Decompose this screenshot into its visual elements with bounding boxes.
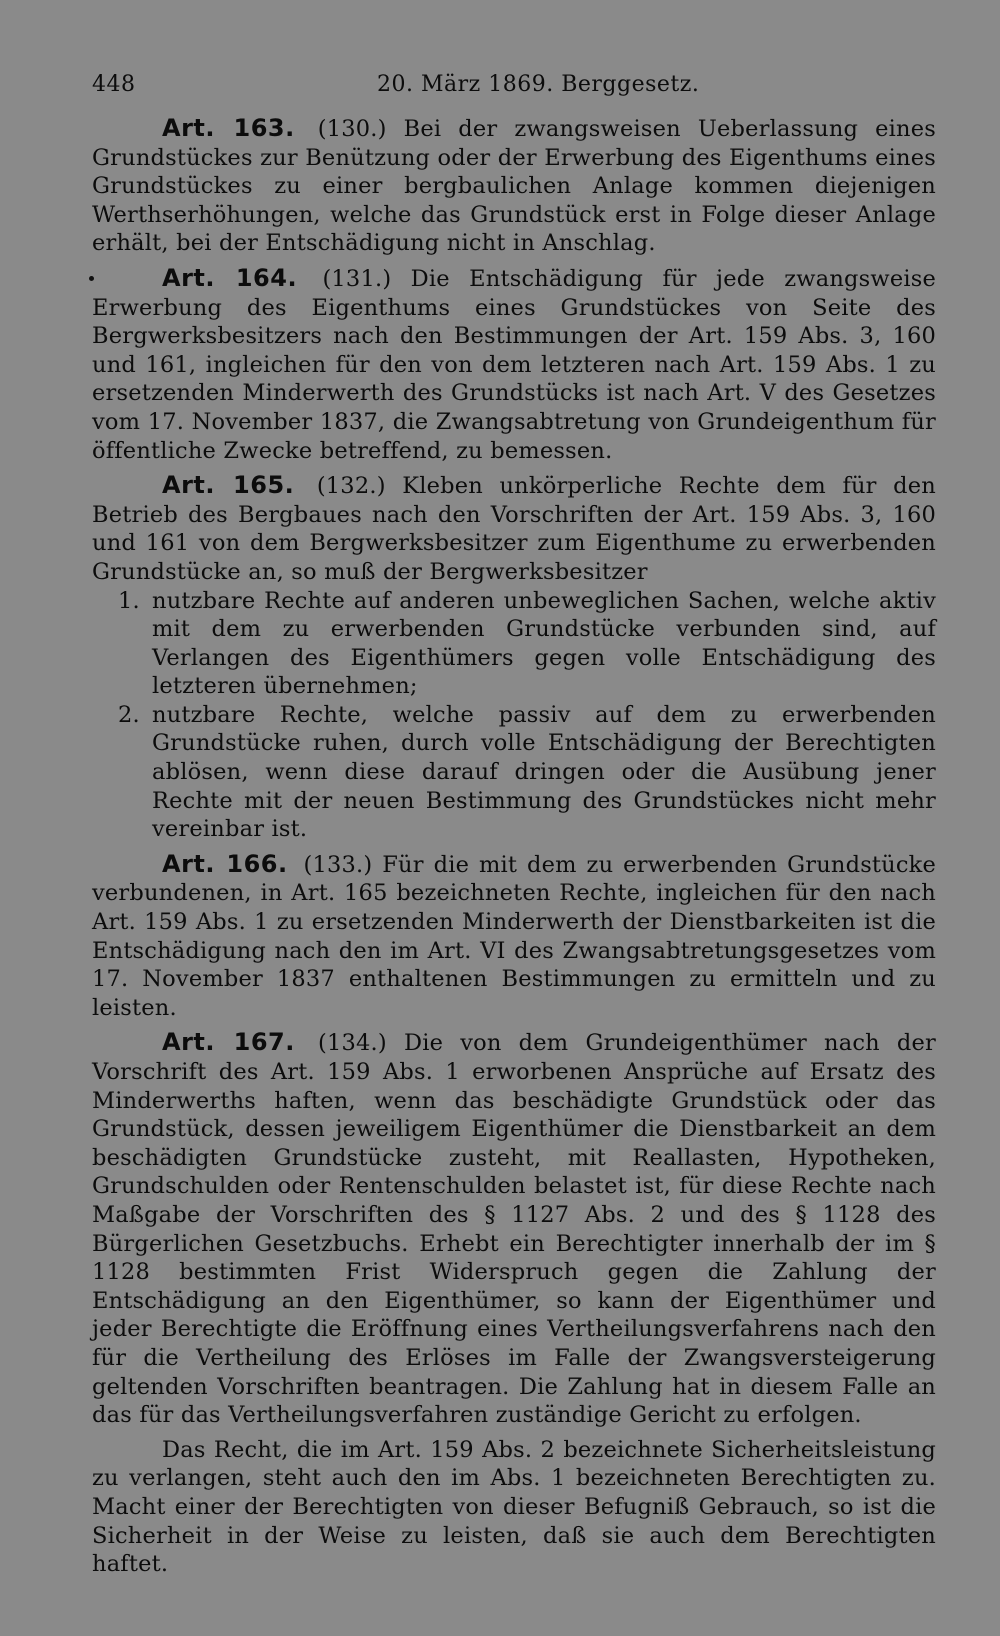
final-paragraph: Das Recht, die im Art. 159 Abs. 2 bezeichnete Sicherheitsleistung zu verlangen, steht auch den im Abs. 1 bezeichneten Berechtigten zu. Macht einer der Berechtigten von dieser Befugniß Gebrauch, so ist die Sicherheit in der Weise zu leisten, daß sie auch dem Berechtigten haftet. bbox=[92, 1436, 936, 1578]
article-166 bbox=[92, 850, 936, 1023]
article-label: Art. 166. bbox=[162, 849, 288, 878]
page-number: 448 bbox=[92, 72, 136, 97]
article-165 bbox=[92, 471, 936, 586]
article-label: Art. 167. bbox=[162, 1028, 295, 1057]
article-text: Die Entschädigung für jede zwangsweise Erwerbung des Eigenthums eines Grundstückes von Seite des Bergwerksbesitzers nach den Bestimmungen der Art. 159 Abs. 3, 160 und 161, ingleichen für den von dem letzteren nach Art. 159 Abs. 1 zu ersetzenden Minderwerth des Grundstücks ist nach Art. V des Gesetzes vom 17. November 1837, die Zwangsabtretung von Grundeigenthum für öffentliche Zwecke betreffend, zu bemessen. bbox=[92, 265, 936, 464]
article-label: Art. 163. bbox=[162, 114, 295, 142]
article-167 bbox=[92, 1028, 936, 1429]
list-text: nutzbare Rechte auf anderen unbeweglichen Sachen, welche aktiv mit dem zu erwerbenden Grundstücke verbunden sind, auf Verlangen des Eigenthümers gegen volle Entschädigung des letzteren übernehmen; bbox=[152, 587, 936, 700]
article-163 bbox=[92, 114, 936, 258]
article-text: Für die mit dem zu erwerbenden Grundstücke verbundenen, in Art. 165 bezeichneten Rechte, ingleichen für den nach Art. 159 Abs. 1 zu ersetzenden Minderwerth der Dienstbarkeiten ist die Entschädigung nach den im Art. VI des Zwangsabtretungsgesetzes vom 17. November 1837 enthaltenen Bestimmungen zu ermitteln und zu leisten. bbox=[92, 851, 937, 1021]
list-number: 2. bbox=[118, 701, 140, 728]
article-text: Kleben unkörperliche Rechte dem für den Betrieb des Bergbaues nach den Vorschriften der Art. 159 Abs. 3, 160 und 161 von dem Bergwerksbesitzer zum Eigenthume zu erwerbenden Grundstücke an, so muß der Bergwerksbesitzer bbox=[92, 473, 936, 585]
article-label: Art. 164. bbox=[162, 263, 298, 292]
article-label: Art. 165. bbox=[162, 471, 295, 500]
list-text: nutzbare Rechte, welche passiv auf dem zu erwerbenden Grundstücke ruhen, durch volle Entschädigung der Berechtigten ablösen, wenn diese darauf dringen oder die Ausübung jener Rechte mit der neuen Bestimmung des Grundstückes nicht mehr vereinbar ist. bbox=[152, 701, 936, 843]
running-head: 20. März 1869. Berggesetz. bbox=[377, 72, 700, 97]
article-old-number: (132.) bbox=[316, 473, 386, 500]
article-old-number: (131.) bbox=[322, 265, 392, 292]
article-old-number: (130.) bbox=[317, 116, 387, 142]
dot-mark bbox=[89, 276, 94, 281]
article-text: Bei der zwangsweisen Ueberlassung eines Grundstückes zur Benützung oder der Erwerbung des Eigenthums eines Grundstückes zu einer bergbaulichen Anlage kommen diejenigen Werthserhöhungen, welche das Grundstück erst in Folge dieser Anlage erhält, bei der Entschädigung nicht in Anschlag. bbox=[92, 116, 936, 257]
article-old-number: (133.) bbox=[303, 851, 373, 878]
article-text: Die von dem Grundeigenthümer nach der Vorschrift des Art. 159 Abs. 1 erworbenen Ansprüche auf Ersatz des Minderwerths haften, wenn das beschädigte Grundstück oder das Grundstück, dessen jeweiligem Eigenthümer die Dienstbarkeit an dem beschädigten Grundstücke zusteht, mit Reallasten, Hypotheken, Grundschulden oder Rentenschulden belastet ist, für diese Rechte nach Maßgabe der Vorschriften des § 1127 Abs. 2 und des § 1128 des Bürgerlichen Gesetzbuchs. Erhebt ein Berechtigter innerhalb der im § 1128 bestimmten Frist Widerspruch gegen die Zahlung der Entschädigung an den Eigenthümer, so kann der Eigenthümer und jeder Berechtigte die Eröffnung eines Vertheilungsverfahrens nach den für die Vertheilung des Erlöses im Falle der Zwangsversteigerung geltenden Vorschriften beantragen. Die Zahlung hat in diesem Falle an das für das Vertheilungsverfahren zuständige Gericht zu erfolgen. bbox=[92, 1030, 937, 1429]
page-header bbox=[92, 72, 936, 114]
article-164 bbox=[92, 264, 936, 465]
list-item bbox=[92, 587, 936, 701]
list-number: 1. bbox=[118, 587, 140, 614]
article-old-number: (134.) bbox=[317, 1030, 387, 1057]
list-item bbox=[92, 701, 936, 844]
